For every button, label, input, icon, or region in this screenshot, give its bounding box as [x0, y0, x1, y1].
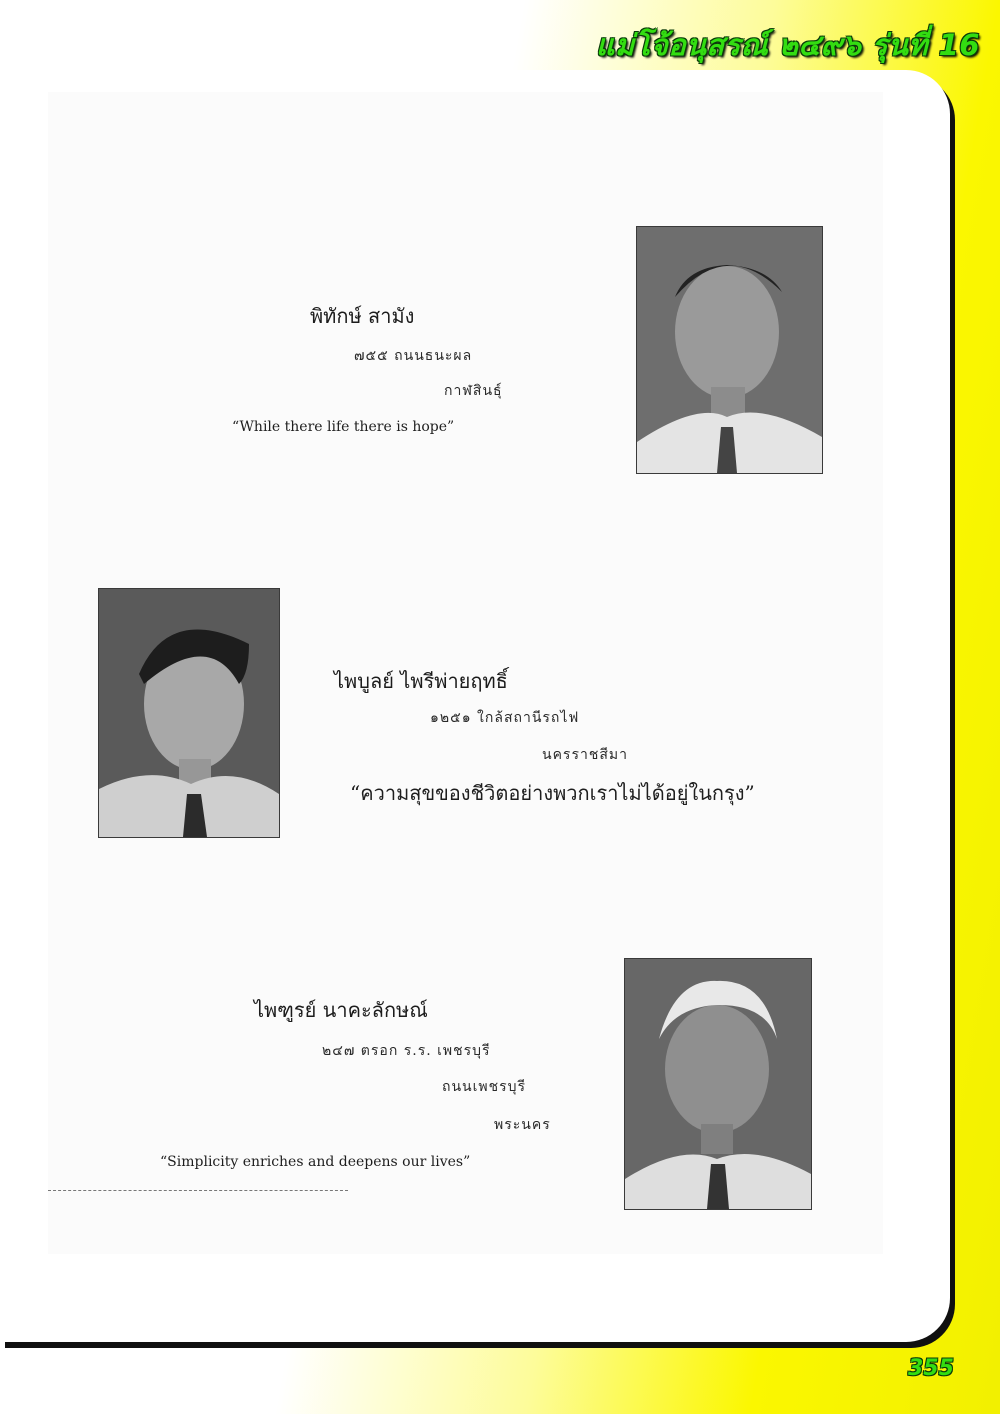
- entry-3-address-line1: ๒๔๗ ตรอก ร.ร. เพชรบุรี: [322, 1043, 491, 1059]
- portrait-photo-3: [624, 958, 812, 1210]
- bottom-divider: [48, 1190, 348, 1191]
- portrait-1-icon: [637, 227, 822, 473]
- entry-3-quote: “Simplicity enriches and deepens our lives”: [160, 1154, 471, 1170]
- portrait-2-icon: [99, 589, 279, 837]
- page-number: 355: [908, 1356, 954, 1381]
- entry-3-name: ไพฑูรย์ นาคะลักษณ์: [254, 998, 428, 1022]
- entry-2-quote: “ความสุขของชีวิตอย่างพวกเราไม่ได้อยู่ในกรุง”: [350, 781, 755, 805]
- portrait-photo-2: [98, 588, 280, 838]
- scanned-page: [48, 92, 883, 1254]
- entry-3-address-line3: พระนคร: [494, 1117, 551, 1133]
- entry-1-address-line1: ๗๕๕ ถนนธนะผล: [354, 348, 473, 364]
- entry-1-address-line2: กาฬสินธุ์: [444, 383, 503, 399]
- entry-2-address-line2: นครราชสีมา: [542, 747, 628, 763]
- entry-1-quote: “While there life there is hope”: [232, 419, 455, 435]
- header-title: แม่โจ้อนุสรณ์ ๒๔๙๖ รุ่นที่ 16: [595, 28, 980, 62]
- entry-2-name: ไพบูลย์ ไพรีพ่ายฤทธิ์: [334, 669, 508, 693]
- entry-3-address-line2: ถนนเพชรบุรี: [442, 1079, 527, 1095]
- portrait-3-icon: [625, 959, 811, 1209]
- entry-2-address-line1: ๑๒๕๑ ใกล้สถานีรถไฟ: [430, 710, 580, 726]
- entry-1-name: พิทักษ์ สามัง: [310, 304, 415, 328]
- portrait-photo-1: [636, 226, 823, 474]
